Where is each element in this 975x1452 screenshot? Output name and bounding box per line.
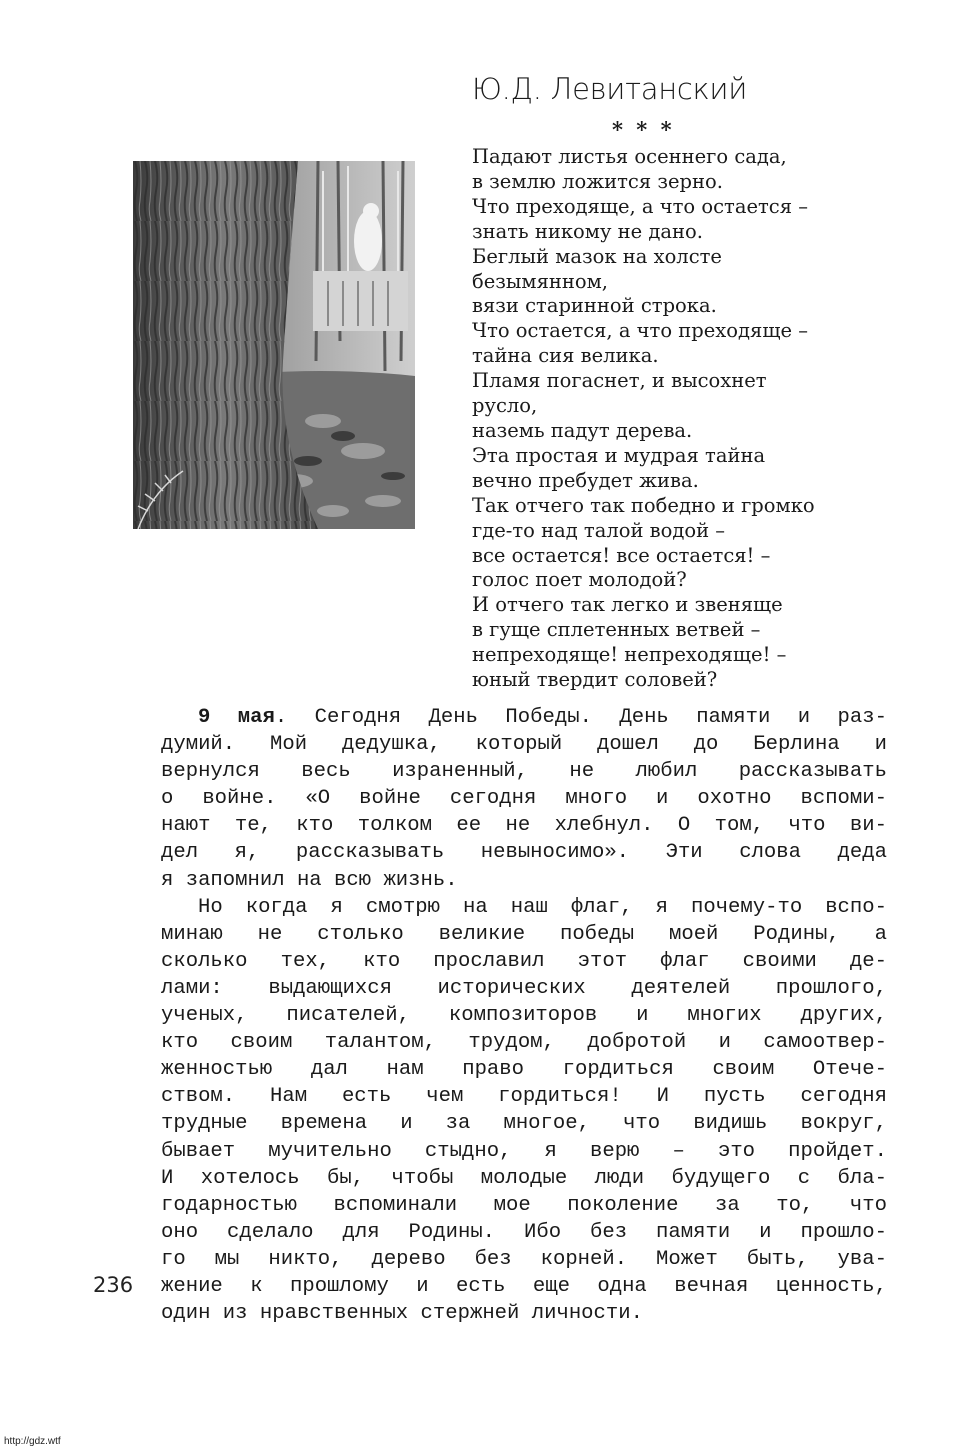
prose-line: о войне. «О войне сегодня много и охотно вспоми- <box>161 787 887 811</box>
poem-line: юный твердит соловей? <box>472 668 718 692</box>
prose-line: нают те, кто толком ее не хлебнул. О том, что ви- <box>161 814 887 838</box>
prose-line: вернулся весь израненный, не любил рассказывать <box>161 760 887 784</box>
poem-line: где-то над талой водой – <box>472 518 726 542</box>
poem-line: вязи старинной строка. <box>472 294 717 318</box>
poem-line: И отчего так легко и звеняще <box>472 593 783 617</box>
poem-line: тайна сия велика. <box>472 344 659 368</box>
poem-line: русло, <box>472 394 538 418</box>
prose-line: Но когда я смотрю на наш флаг, я почему-то вспо- <box>198 895 887 919</box>
poem-line: Беглый мазок на холсте <box>472 244 722 268</box>
prose-line: кто своим талантом, трудом, добротой и самоотвер- <box>161 1031 887 1055</box>
poem-line: знать никому не дано. <box>472 219 703 243</box>
poem-line: Эта простая и мудрая тайна <box>472 443 766 467</box>
poem-line: Падают листья осеннего сада, <box>472 145 787 168</box>
prose-line: трудные времена и за многое, что видишь вокруг, <box>161 1112 887 1136</box>
poem-line: безымянном, <box>472 269 609 293</box>
poem-line: непреходяще! непреходяще! – <box>472 643 787 667</box>
poem-line: Что преходяще, а что остается – <box>472 194 808 218</box>
poem-stars: * * * <box>612 117 675 142</box>
prose-line: го мы никто, дерево без корней. Может быть, ува- <box>161 1247 887 1271</box>
poem-line: все остается! все остается! – <box>472 543 771 567</box>
prose-line: лами: выдающихся исторических деятелей прошлого, <box>161 976 887 1000</box>
poem-line: Пламя погаснет, и высохнет <box>472 369 767 393</box>
prose-line: один из нравственных стержней личности. <box>161 1302 643 1326</box>
prose-text <box>161 704 887 1327</box>
prose-line <box>161 704 887 731</box>
poem-line: вечно пребудет жива. <box>472 468 699 492</box>
prose-line: сколько тех, кто прославил этот флаг своими де- <box>161 949 887 973</box>
tree-photo <box>133 161 415 529</box>
prose-line: И хотелось бы, чтобы молодые люди будущего с бла- <box>161 1166 887 1190</box>
prose-line: бывает мучительно стыдно, я верю – это пройдет. <box>161 1139 887 1163</box>
prose-line: минаю не столько великие победы моей Родины, а <box>161 922 887 946</box>
prose-line: я запомнил на всю жизнь. <box>161 868 458 892</box>
page-number: 236 <box>93 1273 134 1297</box>
poem-line: наземь падут дерева. <box>472 418 693 442</box>
watermark-link[interactable]: http://gdz.wtf <box>4 1436 61 1447</box>
prose-line: ством. Нам есть чем гордиться! И пусть сегодня <box>161 1085 887 1109</box>
poem-line: в гуще сплетенных ветвей – <box>472 618 761 642</box>
poem-author: Ю.Д. Левитанский <box>472 72 748 106</box>
prose-line: женностью дал нам право гордиться своим Отече- <box>161 1058 887 1082</box>
poem-line: Что остается, а что преходяще – <box>472 319 808 343</box>
prose-line: дел я, рассказывать невыносимо». Эти слова деда <box>161 841 887 865</box>
prose-line: годарностью вспоминали мое поколение за то, что <box>161 1193 887 1217</box>
prose-line: ученых, писателей, композиторов и многих других, <box>161 1004 887 1028</box>
prose-line: жение к прошлому и есть еще одна вечная ценность, <box>161 1274 887 1298</box>
entry-date: 9 мая <box>198 706 275 729</box>
poem-line: Так отчего так победно и громко <box>472 493 815 517</box>
poem-line: голос поет молодой? <box>472 568 687 592</box>
prose-line-text: . Сегодня День Победы. День памяти и раз- <box>274 706 887 729</box>
prose-line: оно сделало для Родины. Ибо без памяти и прошло- <box>161 1220 887 1244</box>
poem <box>472 145 892 693</box>
poem-line: в землю ложится зерно. <box>472 169 723 193</box>
prose-line: думий. Мой дедушка, который дошел до Берлина и <box>161 733 887 757</box>
